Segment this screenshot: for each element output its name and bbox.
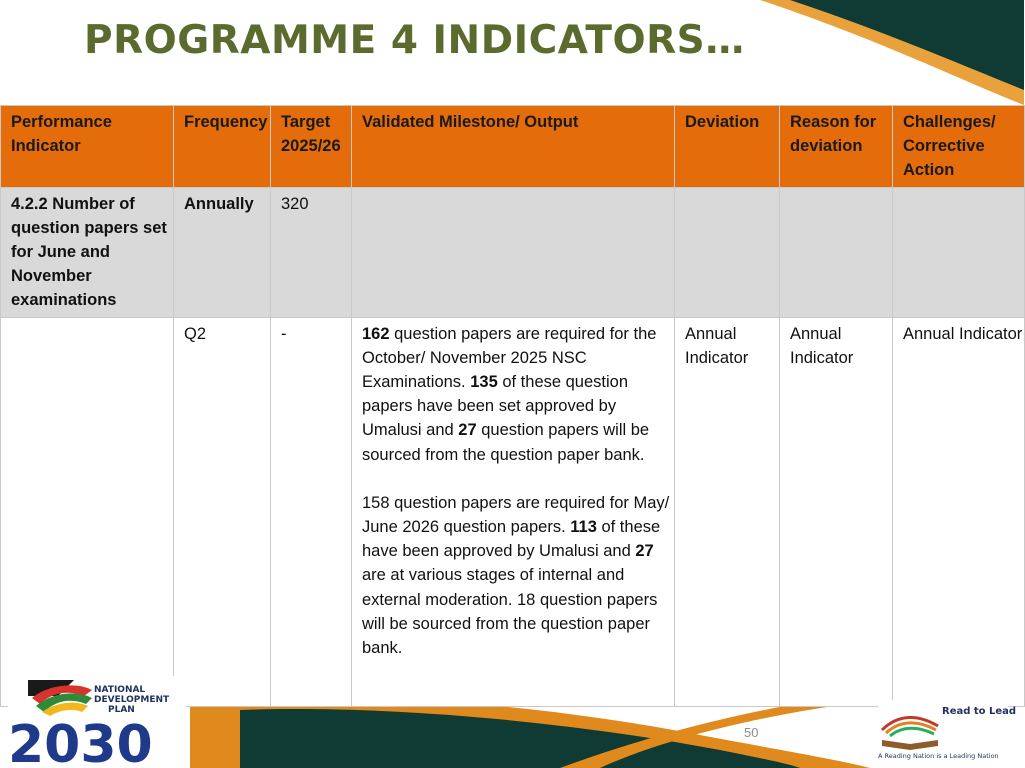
ndp-line1: NATIONAL (94, 685, 146, 695)
table-row (1, 187, 1025, 317)
reason-cell (780, 187, 893, 317)
header-challenges: Challenges/ Corrective Action (893, 106, 1025, 188)
milestone-paragraph-2: 158 question papers are required for May/ June 2026 question papers. 113 of these have been approved by Umalusi and 27 are at various stages of internal and external moderation. 18 question papers will be sourced from the question paper bank. (362, 493, 670, 658)
deviation-cell (675, 187, 780, 317)
deviation-cell: Annual Indicator (675, 317, 780, 706)
indicators-table (0, 105, 1025, 707)
table-header-row (1, 106, 1025, 188)
page-number: 50 (744, 725, 759, 740)
header-deviation: Deviation (675, 106, 780, 188)
frequency-cell: Annually (174, 187, 271, 317)
read-to-lead-title: Read to Lead (942, 706, 1017, 717)
milestone-cell (352, 187, 675, 317)
table-row (1, 317, 1025, 706)
header-target: Target 2025/26 (271, 106, 352, 188)
challenges-cell (893, 187, 1025, 317)
ndp-line2: DEVELOPMENT (94, 695, 170, 705)
milestone-paragraph-1: 162 question papers are required for the October/ November 2025 NSC Examinations. 135 of these question papers have been set approved by Umalusi and 27 question papers will be sourced from the question paper bank. (362, 324, 657, 464)
header-performance-indicator: Performance Indicator (1, 106, 174, 188)
ndp-2030-logo (8, 676, 186, 768)
read-to-lead-logo (878, 700, 1017, 760)
quarter-cell: Q2 (174, 317, 271, 706)
milestone-cell (352, 317, 675, 706)
reason-cell: Annual Indicator (780, 317, 893, 706)
ndp-year: 2030 (8, 715, 153, 768)
slide-title: PROGRAMME 4 INDICATORS… (84, 18, 745, 63)
challenges-cell: Annual Indicator (893, 317, 1025, 706)
target-cell: - (271, 317, 352, 706)
header-frequency: Frequency (174, 106, 271, 188)
indicator-cell: 4.2.2 Number of question papers set for June and November examinations (1, 187, 174, 317)
indicator-cell (1, 317, 174, 706)
header-reason-for-deviation: Reason for deviation (780, 106, 893, 188)
target-cell: 320 (271, 187, 352, 317)
read-to-lead-tagline: A Reading Nation is a Leading Nation (878, 752, 999, 760)
header-validated-milestone: Validated Milestone/ Output (352, 106, 675, 188)
ndp-line3: PLAN (108, 705, 135, 715)
